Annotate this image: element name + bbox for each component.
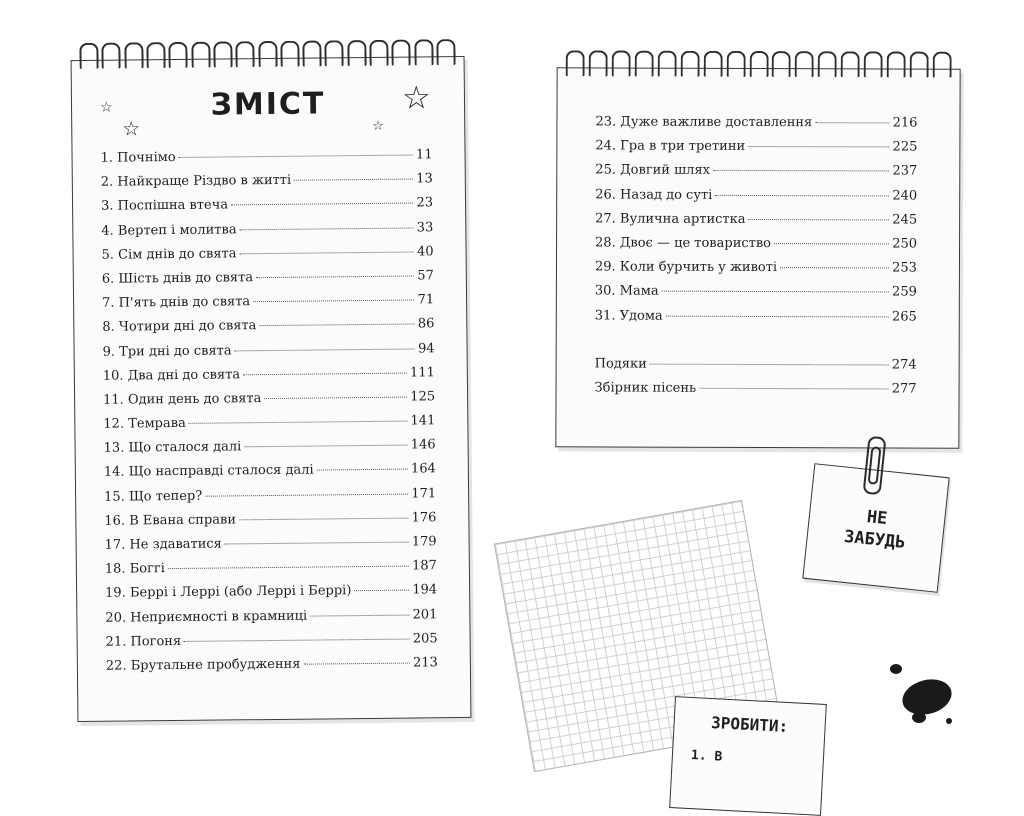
spiral-binding	[79, 39, 455, 73]
toc-entry-title: 1. Почнімо	[100, 149, 176, 166]
toc-entry-page: 213	[412, 655, 438, 671]
contents-notepad-left	[71, 56, 472, 722]
spiral-ring-icon	[280, 41, 299, 67]
toc-entry	[103, 341, 435, 369]
toc-entry-page: 187	[411, 558, 437, 574]
spiral-ring-icon	[347, 40, 366, 66]
toc-entry-page: 146	[410, 437, 436, 453]
toc-entry-title: 8. Чотири дні до свята	[102, 318, 257, 336]
toc-entry-page: 71	[417, 292, 435, 308]
toc-entry	[595, 308, 917, 333]
toc-entry-page: 23	[416, 195, 434, 211]
toc-entry-title: 29. Коли бурчить у животі	[594, 259, 778, 276]
spiral-ring-icon	[302, 40, 321, 66]
toc-entry-page: 164	[410, 461, 436, 477]
toc-entry-page: 245	[892, 212, 918, 228]
toc-entry-title: 7. П'ять днів до свята	[102, 294, 251, 311]
toc-leader-dots	[666, 315, 889, 317]
spiral-ring-icon	[910, 52, 929, 78]
toc-entry	[106, 631, 438, 659]
toc-leader-dots	[780, 267, 889, 268]
spiral-ring-icon	[612, 50, 631, 76]
sticky-note-text	[807, 500, 945, 558]
toc-entry-title: 3. Поспішна втеча	[101, 197, 229, 215]
toc-list-right	[594, 114, 917, 405]
toc-entry-page: 259	[892, 284, 917, 300]
spiral-ring-icon	[258, 41, 277, 67]
toc-leader-dots	[310, 614, 409, 616]
spiral-ring-icon	[414, 39, 433, 65]
toc-entry-page: 94	[417, 340, 435, 356]
ink-blot-icon	[898, 674, 955, 720]
spiral-ring-icon	[236, 41, 255, 67]
toc-entry-title: 22. Брутальне пробудження	[105, 656, 301, 674]
star-icon: ☆	[372, 118, 384, 134]
toc-entry	[103, 389, 435, 417]
sticky-note	[802, 463, 949, 593]
spiral-ring-icon	[191, 42, 210, 68]
spiral-ring-icon	[657, 51, 676, 77]
toc-entry	[104, 438, 436, 466]
toc-entry-title: 31. Удома	[594, 307, 663, 324]
toc-entry-title: 27. Вулична артистка	[595, 211, 746, 227]
toc-entry	[595, 211, 917, 236]
spiral-ring-icon	[566, 50, 585, 76]
spiral-ring-icon	[436, 39, 455, 65]
toc-leader-dots	[256, 275, 414, 278]
toc-entry-title: 6. Шість днів до свята	[101, 270, 254, 287]
ink-blot-icon	[890, 664, 902, 674]
spiral-ring-icon	[213, 41, 232, 67]
toc-leader-dots	[253, 300, 414, 303]
toc-entry-page: 111	[409, 364, 435, 381]
toc-entry-page: 11	[415, 147, 433, 163]
toc-leader-dots	[235, 348, 415, 351]
toc-entry	[595, 139, 917, 164]
spiral-ring-icon	[102, 43, 121, 69]
toc-entry-page: 33	[416, 219, 434, 236]
contents-notepad-right	[555, 67, 960, 448]
toc-entry	[101, 196, 433, 224]
toc-leader-dots	[243, 372, 407, 375]
toc-entry	[595, 235, 917, 260]
toc-entry-page: 179	[411, 534, 437, 550]
toc-entry	[595, 163, 917, 188]
toc-entry-title: 30. Мама	[594, 283, 659, 299]
star-icon: ☆	[122, 116, 141, 141]
spiral-ring-icon	[680, 51, 699, 77]
toc-list-left	[100, 147, 438, 683]
toc-entry-page: 205	[412, 631, 438, 647]
toc-entry	[105, 534, 437, 562]
todo-title: ЗРОБИТИ:	[710, 713, 789, 737]
toc-entry-page: 176	[411, 510, 437, 526]
toc-entry	[104, 486, 436, 514]
toc-leader-dots	[715, 194, 889, 196]
toc-leader-dots	[662, 291, 889, 293]
toc-leader-dots	[184, 638, 410, 641]
toc-entry-title: 9. Три дні до свята	[102, 342, 232, 360]
toc-entry-title: 28. Двоє — це товариство	[595, 235, 772, 251]
toc-leader-dots	[650, 363, 889, 365]
toc-entry-title: 10. Два дні до свята	[102, 367, 241, 384]
toc-leader-dots	[179, 155, 413, 158]
toc-entry	[105, 583, 437, 611]
toc-entry-title: 18. Боггі	[104, 561, 165, 577]
spiral-ring-icon	[841, 51, 860, 77]
spiral-ring-icon	[79, 43, 98, 69]
spiral-ring-icon	[726, 51, 745, 77]
toc-entry	[100, 147, 432, 175]
toc-entry	[101, 220, 433, 248]
star-icon: ☆	[99, 99, 113, 116]
toc-entry-title: 23. Дуже важливе доставлення	[595, 114, 813, 131]
toc-leader-dots	[294, 179, 413, 181]
toc-leader-dots	[239, 251, 414, 254]
toc-entry-page: 216	[892, 115, 918, 131]
toc-entry-title: 20. Неприємності в крамниці	[105, 608, 308, 626]
toc-entry-page: 141	[410, 413, 436, 429]
spiral-ring-icon	[325, 40, 344, 66]
toc-entry-title: 12. Темрава	[103, 415, 186, 432]
toc-spacer	[595, 332, 917, 357]
toc-entry-title: 13. Що сталося далі	[103, 439, 242, 457]
spiral-ring-icon	[589, 50, 608, 76]
spiral-ring-icon	[146, 42, 165, 68]
toc-leader-dots	[354, 590, 409, 592]
toc-leader-dots	[239, 517, 409, 520]
toc-entry-title: 25. Довгий шлях	[595, 162, 711, 179]
sticky-note-line: НЕ	[865, 507, 889, 530]
toc-entry-page: 171	[411, 485, 437, 502]
toc-leader-dots	[168, 566, 409, 570]
spiral-ring-icon	[369, 40, 388, 66]
ink-blot-icon	[946, 718, 952, 724]
spiral-ring-icon	[933, 52, 952, 78]
toc-entry	[101, 171, 433, 199]
toc-leader-dots	[815, 122, 889, 123]
toc-entry-page: 225	[892, 139, 918, 155]
toc-entry	[102, 317, 434, 345]
toc-leader-dots	[748, 146, 889, 147]
todo-card	[669, 696, 827, 816]
toc-entry	[595, 356, 917, 381]
toc-leader-dots	[244, 445, 407, 448]
toc-entry	[595, 114, 917, 139]
toc-entry	[102, 292, 434, 320]
toc-entry-title: 4. Вертеп і молитва	[101, 221, 237, 239]
toc-entry-title: 24. Гра в три третини	[595, 138, 746, 155]
toc-leader-dots	[240, 227, 414, 230]
toc-entry-page: 253	[892, 260, 917, 276]
toc-entry-page: 13	[416, 171, 433, 187]
toc-leader-dots	[231, 203, 413, 206]
toc-entry-title: 19. Беррі і Леррі (або Леррі і Беррі)	[105, 583, 352, 602]
toc-leader-dots	[774, 243, 889, 244]
toc-entry-title: 21. Погоня	[105, 633, 182, 650]
toc-entry-title: Подяки	[594, 356, 647, 372]
toc-leader-dots	[699, 388, 889, 390]
toc-entry-title: 11. Один день до свята	[103, 390, 262, 408]
toc-entry	[103, 413, 435, 441]
spiral-ring-icon	[818, 51, 837, 77]
spiral-ring-icon	[634, 51, 653, 77]
spiral-ring-icon	[795, 51, 814, 77]
toc-entry-title: 15. Що тепер?	[104, 488, 203, 505]
spiral-ring-icon	[887, 51, 906, 77]
toc-entry	[103, 365, 435, 393]
toc-entry-title: 2. Найкраще Різдво в житті	[100, 172, 292, 190]
toc-entry-title: 14. Що насправді сталося далі	[103, 462, 314, 481]
toc-leader-dots	[748, 219, 889, 220]
toc-entry-page: 201	[412, 606, 438, 623]
toc-entry-page: 125	[410, 389, 436, 405]
toc-entry	[106, 655, 438, 683]
toc-entry-page: 86	[417, 316, 435, 332]
toc-entry-title: 17. Не здаватися	[104, 536, 222, 553]
todo-item: 1. В	[690, 748, 723, 765]
toc-entry	[104, 462, 436, 490]
toc-entry-page: 194	[412, 582, 438, 598]
spiral-ring-icon	[864, 51, 883, 77]
toc-entry-page: 277	[891, 381, 917, 397]
toc-entry-page: 237	[892, 163, 918, 179]
toc-entry-page: 240	[892, 188, 918, 204]
toc-entry	[595, 284, 917, 309]
sticky-note-line: ЗАБУДЬ	[843, 526, 907, 554]
toc-entry	[594, 380, 916, 405]
toc-entry	[105, 607, 437, 635]
toc-entry	[595, 187, 917, 212]
page-title: ЗМІСТ	[210, 86, 326, 123]
toc-leader-dots	[713, 170, 890, 172]
toc-entry-title: 16. В Евана справи	[104, 512, 237, 529]
toc-entry-title: 5. Сім днів до свята	[101, 246, 237, 263]
spiral-ring-icon	[169, 42, 188, 68]
spiral-binding	[566, 50, 952, 81]
toc-entry	[102, 244, 434, 272]
toc-leader-dots	[205, 493, 408, 496]
star-icon: ☆	[401, 78, 431, 117]
toc-entry-page: 250	[892, 236, 918, 252]
toc-entry	[104, 510, 436, 538]
toc-entry-page: 274	[891, 357, 917, 373]
toc-entry-page: 57	[417, 268, 434, 284]
toc-leader-dots	[264, 396, 407, 398]
toc-entry-page: 265	[891, 308, 917, 325]
toc-entry-title: 26. Назад до суті	[595, 186, 713, 203]
spiral-ring-icon	[703, 51, 722, 77]
toc-leader-dots	[303, 662, 410, 664]
spiral-ring-icon	[124, 42, 143, 68]
spiral-ring-icon	[749, 51, 768, 77]
toc-entry	[595, 260, 917, 285]
toc-leader-dots	[189, 421, 408, 424]
toc-entry	[102, 268, 434, 296]
spiral-ring-icon	[392, 40, 411, 66]
spiral-ring-icon	[772, 51, 791, 77]
toc-entry-title: Збірник пісень	[594, 380, 697, 396]
toc-leader-dots	[259, 324, 414, 327]
toc-entry	[105, 558, 437, 586]
toc-leader-dots	[225, 542, 409, 545]
toc-entry-page: 40	[416, 244, 434, 260]
ink-blot-icon	[912, 712, 926, 723]
toc-leader-dots	[317, 469, 408, 471]
